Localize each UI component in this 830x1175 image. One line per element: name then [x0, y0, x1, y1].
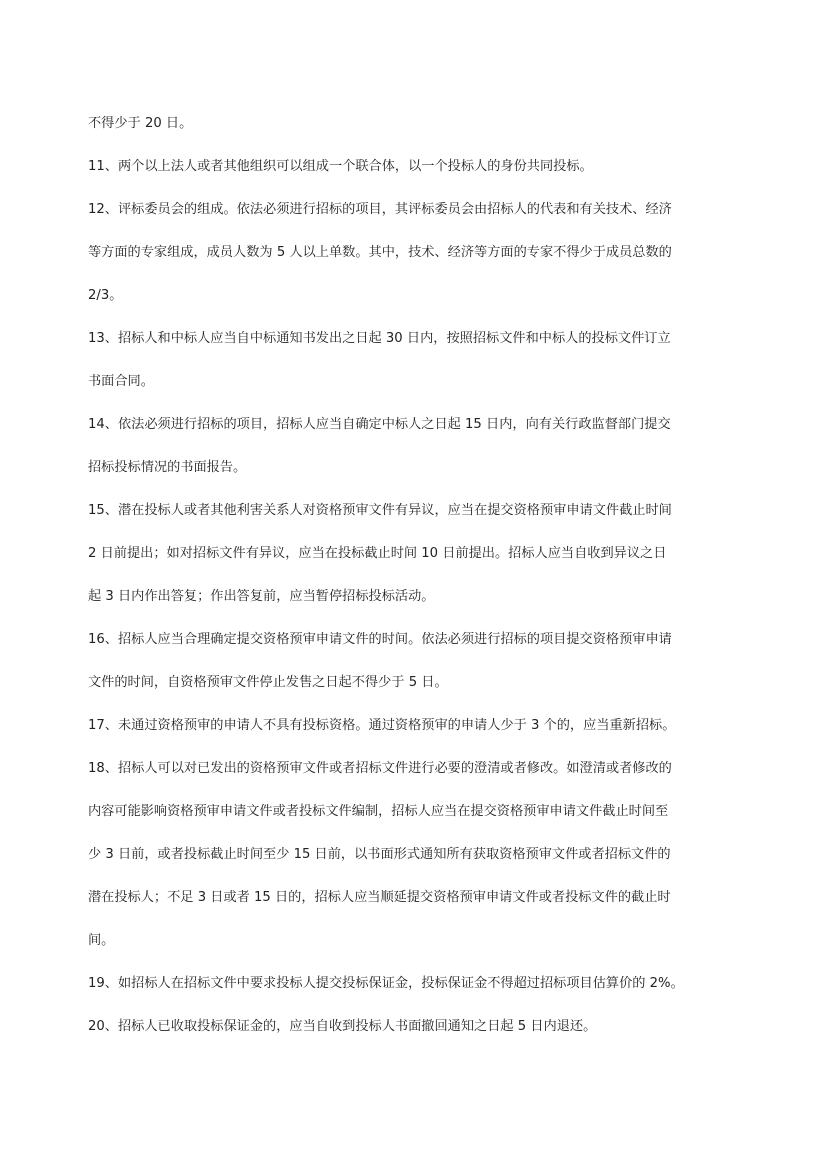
text-line: 书面合同。: [88, 374, 154, 389]
text-line: 2 日前提出；如对招标文件有异议，应当在投标截止时间 10 日前提出。招标人应当自收到异议之日: [88, 546, 667, 561]
text-line: 间。: [88, 933, 115, 948]
text-line: 13、招标人和中标人应当自中标通知书发出之日起 30 日内，按照招标文件和中标人的投标文件订立: [88, 331, 671, 346]
text-line: 文件的时间，自资格预审文件停止发售之日起不得少于 5 日。: [88, 675, 448, 690]
text-line: 等方面的专家组成，成员人数为 5 人以上单数。其中，技术、经济等方面的专家不得少于成员总数的: [88, 245, 672, 260]
text-line: 潜在投标人；不足 3 日或者 15 日的，招标人应当顺延提交资格预审申请文件或者投标文件的截止时: [88, 890, 671, 905]
text-line: 18、招标人可以对已发出的资格预审文件或者招标文件进行必要的澄清或者修改。如澄清或者修改的: [88, 761, 672, 776]
text-line: 招标投标情况的书面报告。: [88, 460, 247, 475]
text-line: 不得少于 20 日。: [88, 116, 193, 131]
text-line: 起 3 日内作出答复；作出答复前，应当暂停招标投标活动。: [88, 589, 435, 604]
text-line: 17、未通过资格预审的申请人不具有投标资格。通过资格预审的申请人少于 3 个的，应当重新招标。: [88, 718, 676, 733]
text-line: 内容可能影响资格预审申请文件或者投标文件编制，招标人应当在提交资格预审申请文件截止时间至: [88, 804, 669, 819]
text-line: 15、潜在投标人或者其他利害关系人对资格预审文件有异议，应当在提交资格预审申请文件截止时间: [88, 503, 672, 518]
text-line: 11、两个以上法人或者其他组织可以组成一个联合体，以一个投标人的身份共同投标。: [88, 159, 593, 174]
text-line: 少 3 日前，或者投标截止时间至少 15 日前，以书面形式通知所有获取资格预审文件或者招标文件的: [88, 847, 671, 862]
text-line: 19、如招标人在招标文件中要求投标人提交投标保证金，投标保证金不得超过招标项目估算价的 2%。: [88, 976, 684, 991]
text-line: 16、招标人应当合理确定提交资格预审申请文件的时间。依法必须进行招标的项目提交资格预审申请: [88, 632, 672, 647]
text-line: 12、评标委员会的组成。依法必须进行招标的项目，其评标委员会由招标人的代表和有关技术、经济: [88, 202, 672, 217]
text-line: 14、依法必须进行招标的项目，招标人应当自确定中标人之日起 15 日内，向有关行政监督部门提交: [88, 417, 671, 432]
text-line: 2/3。: [88, 288, 123, 303]
text-line: 20、招标人已收取投标保证金的，应当自收到投标人书面撤回通知之日起 5 日内退还。: [88, 1019, 597, 1034]
